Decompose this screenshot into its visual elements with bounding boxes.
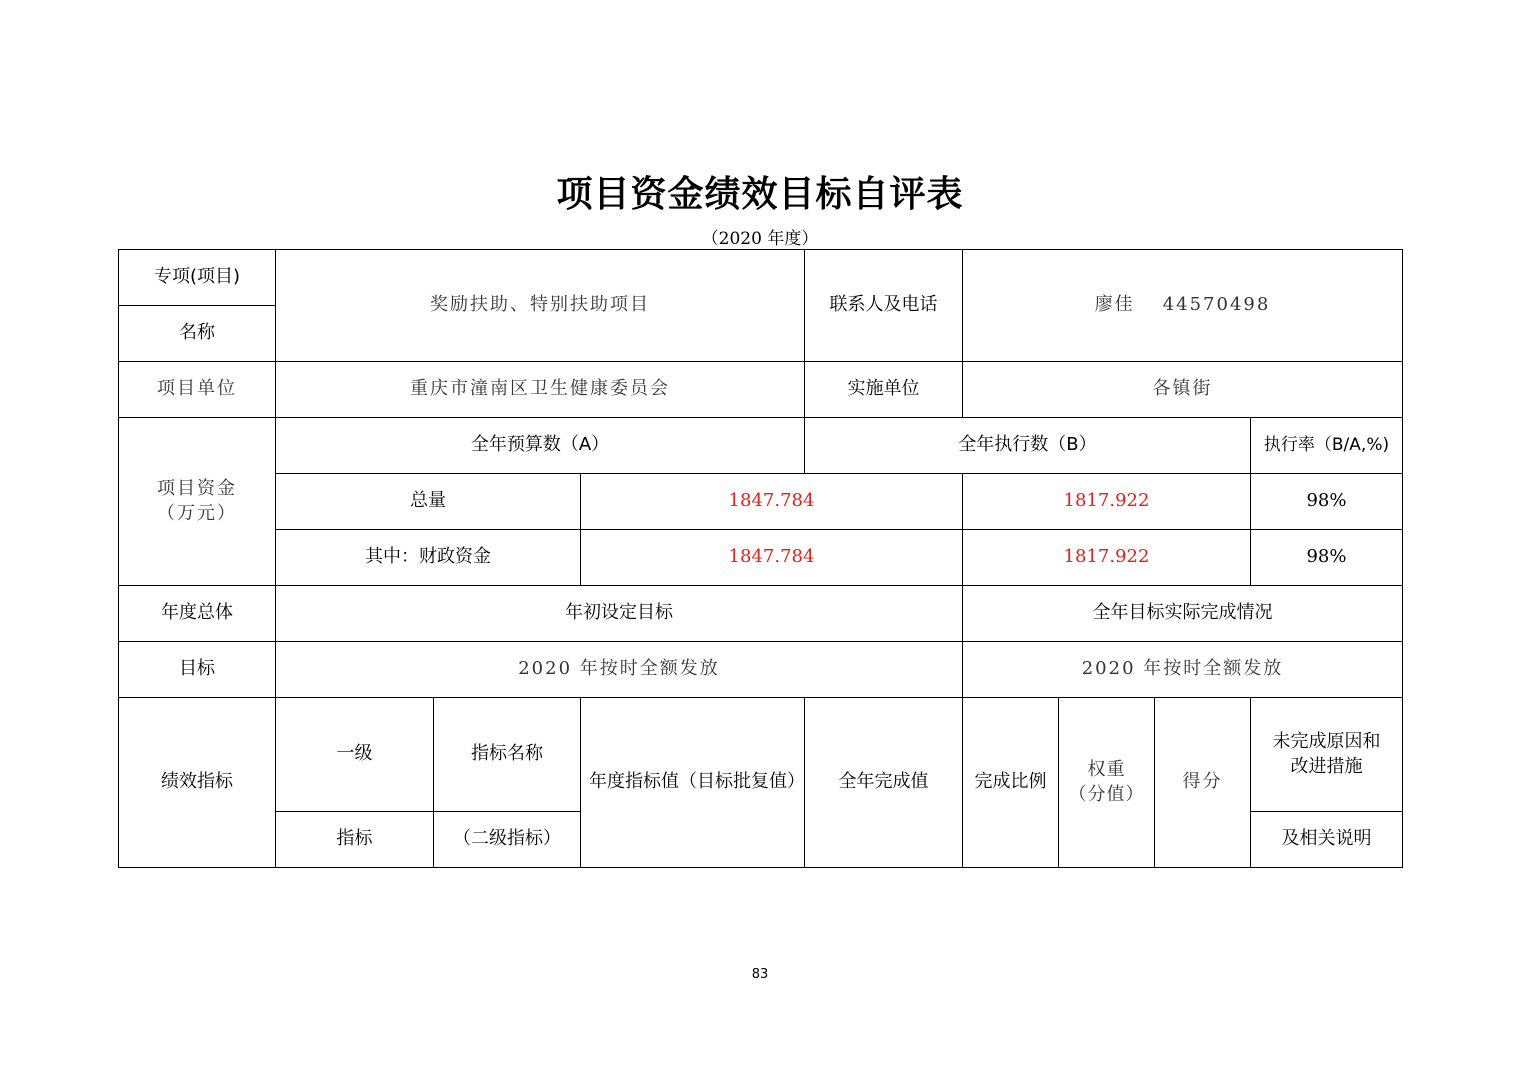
indicators-header-row [119,698,1403,812]
funds-label-line1: 项目资金 [157,478,237,500]
goals-set-value: 2020 年按时全额发放 [276,642,963,698]
funds-row-rate: 98% [1251,530,1403,586]
indicator-name-line2: （二级指标） [434,812,581,868]
goals-label-line1: 年度总体 [119,586,276,642]
funds-row-label: 总量 [276,474,581,530]
reason-line2: 改进措施 [1290,755,1363,777]
goals-actual-header: 全年目标实际完成情况 [963,586,1403,642]
goals-label-line2: 目标 [119,642,276,698]
project-name-label-line2: 名称 [119,306,276,362]
budget-header: 全年预算数（A） [276,418,805,474]
goals-set-header: 年初设定目标 [276,586,963,642]
exec-header: 全年执行数（B） [805,418,1251,474]
funds-label-line2: （万元） [157,502,237,524]
contact-label: 联系人及电话 [805,250,963,362]
evaluation-form-table [118,249,1403,868]
indicators-label: 绩效指标 [119,698,276,868]
project-name-label-line1: 专项(项目) [119,250,276,306]
reason-line3: 及相关说明 [1251,812,1403,868]
level1-line1: 一级 [276,698,434,812]
full-year-value: 全年完成值 [805,698,963,868]
page-subtitle: （2020 年度） [701,229,819,249]
funds-row-rate: 98% [1251,474,1403,530]
reason-line1: 未完成原因和 [1272,731,1381,753]
funds-row-fiscal [119,530,1403,586]
impl-unit-label: 实施单位 [805,362,963,418]
indicator-name-line1: 指标名称 [434,698,581,812]
funds-row-exec: 1817.922 [963,530,1251,586]
funds-header-row [119,418,1403,474]
page-number: 83 [751,967,769,982]
page-title: 项目资金绩效目标自评表 [556,173,964,215]
project-name-row [119,250,1403,306]
goals-actual-value: 2020 年按时全额发放 [963,642,1403,698]
funds-row-budget: 1847.784 [581,530,963,586]
funds-row-label: 其中：财政资金 [276,530,581,586]
weight-line2: （分值） [1068,783,1145,805]
weight-line1: 权重 [1087,759,1126,781]
annual-indicator-value: 年度指标值（目标批复值） [581,698,805,868]
level1-line2: 指标 [276,812,434,868]
project-unit-label: 项目单位 [119,362,276,418]
funds-label [119,418,276,586]
project-name-value: 奖励扶助、特别扶助项目 [276,250,805,362]
funds-row-total [119,474,1403,530]
contact-name: 廖佳 [1094,294,1135,316]
weight [1059,698,1155,868]
contact-phone: 44570498 [1162,294,1271,316]
project-unit-value: 重庆市潼南区卫生健康委员会 [276,362,805,418]
rate-header: 执行率（B/A,%) [1251,418,1403,474]
funds-row-budget: 1847.784 [581,474,963,530]
impl-unit-value: 各镇街 [963,362,1403,418]
funds-row-exec: 1817.922 [963,474,1251,530]
goals-value-row [119,642,1403,698]
goals-header-row [119,586,1403,642]
score: 得分 [1155,698,1251,868]
contact-value [963,250,1403,362]
completion-ratio: 完成比例 [963,698,1059,868]
unit-row [119,362,1403,418]
reason-cell [1251,698,1403,812]
